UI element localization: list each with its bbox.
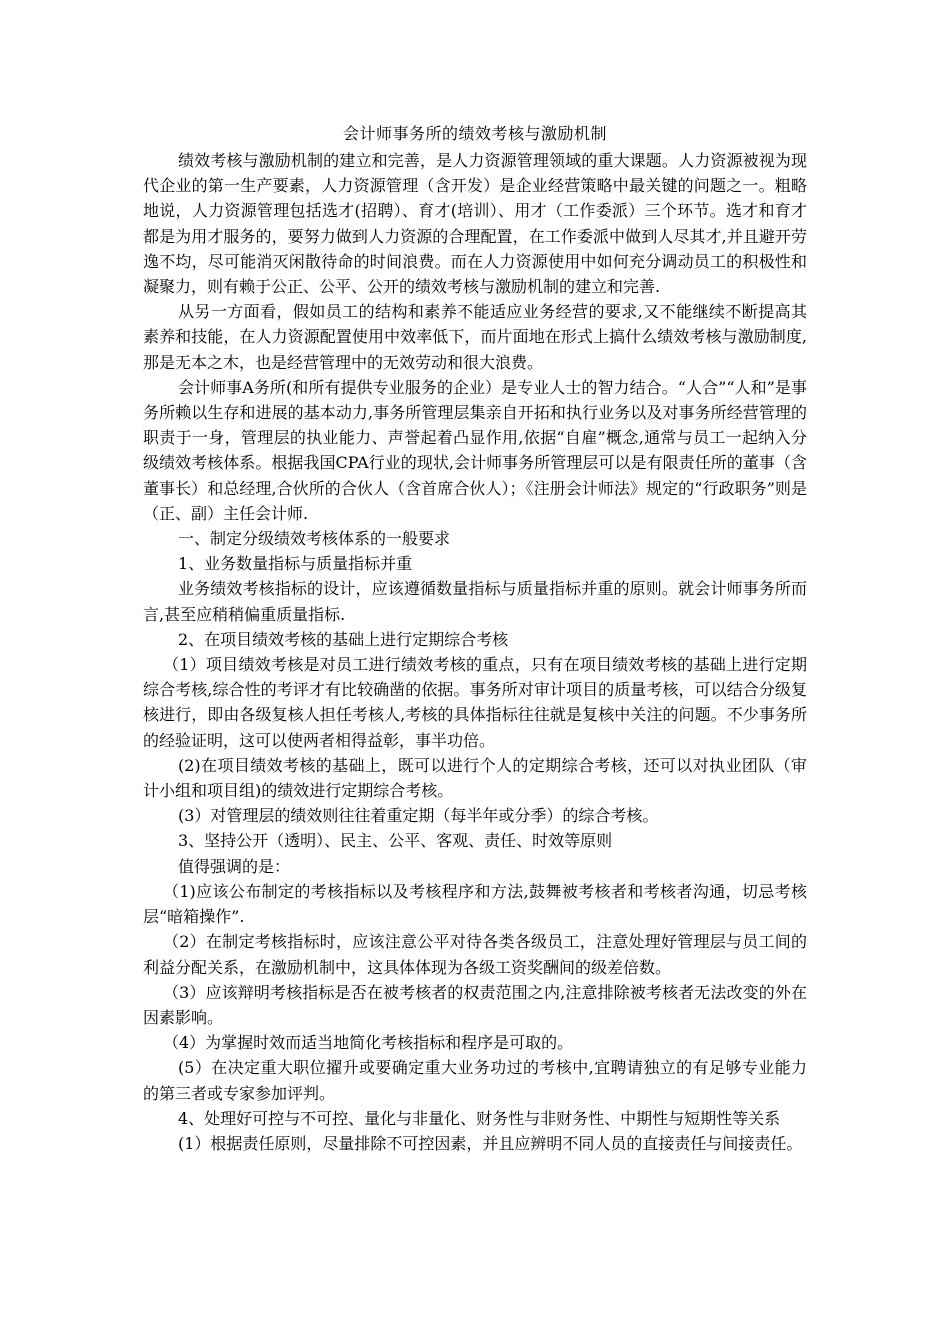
subsection-heading: 2、在项目绩效考核的基础上进行定期综合考核: [178, 629, 509, 649]
document-body: [143, 148, 807, 1156]
paragraph: 业务绩效考核指标的设计，应该遵循数量指标与质量指标并重的原则。就会计师事务所而言,甚至应稍稍偏重质量指标.: [143, 579, 807, 624]
document-title: 会计师事务所的绩效考核与激励机制: [342, 124, 607, 143]
paragraph: 会计师事A务所(和所有提供专业服务的企业）是专业人士的智力结合。“人合”“人和”是事务所赖以生存和进展的基本动力,事务所管理层集亲自开拓和执行业务以及对事务所经营管理的职责于一身，管理层的执业能力、声誉起着凸显作用,依据“自雇”概念,通常与员工一起纳入分级绩效考核体系。根据我国CPA行业的现状,会计师事务所管理层可以是有限责任所的董事（含董事长）和总经理,合伙所的合伙人（含首席合伙人）；《注册会计师法》规定的“行政职务”则是（正、副）主任会计师.: [143, 377, 807, 523]
section-heading: 一、制定分级绩效考核体系的一般要求: [178, 529, 451, 549]
paragraph: （3）应该辩明考核指标是否在被考核者的权责范围之内,注意排除被考核者无法改变的外在因素影响。: [143, 982, 807, 1027]
paragraph: (3）对管理层的绩效则往往着重定期（每半年或分季）的综合考核。: [178, 806, 659, 826]
paragraph: （4）为掌握时效而适当地简化考核指标和程序是可取的。: [163, 1033, 574, 1053]
paragraph: 值得强调的是：: [178, 856, 291, 876]
paragraph: (5）在决定重大职位擢升或要确定重大业务功过的考核中,宜聘请独立的有足够专业能力的第三者或专家参加评判。: [143, 1058, 807, 1103]
paragraph: （2）在制定考核指标时，应该注意公平对待各类各级员工，注意处理好管理层与员工间的利益分配关系，在激励机制中，这具体体现为各级工资奖酬间的级差倍数。: [143, 932, 807, 977]
subsection-heading: 1、业务数量指标与质量指标并重: [178, 554, 413, 574]
paragraph: (1）根据责任原则，尽量排除不可控因素，并且应辨明不同人员的直接责任与间接责任。: [178, 1133, 803, 1153]
paragraph: （1)应该公布制定的考核指标以及考核程序和方法,鼓舞被考核者和考核者沟通，切忌考核层“暗箱操作”.: [143, 881, 807, 927]
paragraph: （1）项目绩效考核是对员工进行绩效考核的重点，只有在项目绩效考核的基础上进行定期综合考核,综合性的考评才有比较确凿的依据。事务所对审计项目的质量考核，可以结合分级复核进行，即由各级复核人担任考核人,考核的具体指标往往就是复核中关注的问题。不少事务所的经验证明，这可以使两者相得益彰，事半功倍。: [143, 655, 807, 750]
paragraph: (2)在项目绩效考核的基础上，既可以进行个人的定期综合考核，还可以对执业团队（审计小组和项目组)的绩效进行定期综合考核。: [143, 755, 807, 801]
paragraph: 绩效考核与激励机制的建立和完善，是人力资源管理领域的重大课题。人力资源被视为现代企业的第一生产要素，人力资源管理（含开发）是企业经营策略中最关键的问题之一。粗略地说，人力资源管理包括选才(招聘）、育才(培训）、用才（工作委派）三个环节。选才和育才都是为用才服务的，要努力做到人力资源的合理配置，在工作委派中做到人尽其才,并且避开劳逸不均，尽可能消灭闲散待命的时间浪费。而在人力资源使用中如何充分调动员工的积极性和凝聚力，则有赖于公正、公平、公开的绩效考核与激励机制的建立和完善.: [143, 151, 807, 297]
subsection-heading: 4、处理好可控与不可控、量化与非量化、财务性与非财务性、中期性与短期性等关系: [178, 1108, 781, 1128]
subsection-heading: 3、坚持公开（透明）、民主、公平、客观、责任、时效等原则: [178, 831, 613, 851]
paragraph: 从另一方面看，假如员工的结构和素养不能适应业务经营的要求,又不能继续不断提高其素养和技能，在人力资源配置使用中效率低下，而片面地在形式上搞什么绩效考核与激励制度,那是无本之木，也是经营管理中的无效劳动和很大浪费。: [143, 302, 807, 372]
